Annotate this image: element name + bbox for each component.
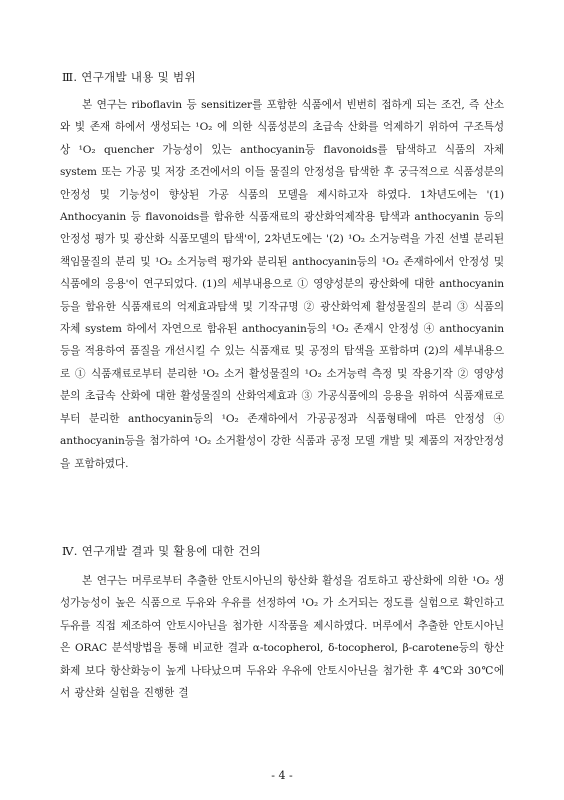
page-number: - 4 -	[271, 769, 293, 782]
paragraph-text: 본 연구는 riboflavin 등 sensitizer를 포함한 식품에서 빈번히 접하게 되는 조건, 즉 산소와 빛 존재 하에서 생성되는 ¹O₂ 에 의한 식품성분의 초급속 산화를 억제하기 위하여 구조특성상 ¹O₂ quencher 가능성이 있는 anthocyanin등 flavonoids를 탐색하고 식품의 자체 system 또는 가공 및 저장 조건에서의 이들 물질의 안정성을 탐색한 후 궁극적으로 식품성분의 안정성 및 기능성이 향상된 가공 식품의 모델을 제시하고자 하였다. 1차년도에는 '(1) Anthocyanin 등 flavonoids를 함유한 식품재료의 광산화억제작용 탐색과 anthocyanin 등의 안정성 평가 및 광산화 식품모델의 탐색'이, 2차년도에는 '(2) ¹O₂ 소거능력을 가진 선별 분리된 책임물질의 분리 및 ¹O₂ 소거능력 평가와 분리된 anthocyanin등의 ¹O₂ 존재하에서 안정성 및 식품에의 응용'이 연구되었다. (1)의 세부내용으로 ① 영양성분의 광산화에 대한 anthocyanin등을 함유한 식품재료의 억제효과탐색 및 기작규명 ② 광산화억제 활성물질의 분리 ③ 식품의 자체 system 하에서 자연으로 함유된 anthocyanin등의 ¹O₂ 존재시 안정성 ④ anthocyanin등을 적용하여 품질을 개선시킬 수 있는 식품재료 및 공정의 탐색을 포함하며 (2)의 세부내용으로 ① 식품재료로부터 분리한 ¹O₂ 소거 활성물질의 ¹O₂ 소거능력 측정 및 작용기작 ② 영양성분의 초급속 산화에 대한 활성물질의 산화억제효과 ③ 가공식품에의 응용을 위하여 식품재료로부터 분리한 anthocyanin등의 ¹O₂ 존재하에서 가공공정과 식품형태에 따른 안정성 ④ anthocyanin등을 첨가하여 ¹O₂ 소거활성이 강한 식품과 공정 모델 개발 및 제품의 저장안정성을 포함하였다.	[60, 99, 504, 470]
section-heading: Ⅲ. 연구개발 내용 및 범위	[62, 70, 196, 84]
section-heading: Ⅳ. 연구개발 결과 및 활용에 대한 건의	[62, 544, 262, 558]
body-paragraph	[60, 570, 504, 704]
paragraph-text: 본 연구는 머루로부터 추출한 안토시아닌의 항산화 활성을 검토하고 광산화에 의한 ¹O₂ 생성가능성이 높은 식품으로 두유와 우유를 선정하여 ¹O₂ 가 소거되는 정도를 실험으로 확인하고 두유를 직접 제조하여 안토시아닌을 첨가한 시작품을 제시하였다. 머루에서 추출한 안토시아닌은 ORAC 분석방법을 통해 비교한 결과 α-tocopherol, δ-tocopherol, β-carotene등의 항산화제 보다 항산화능이 높게 나타났으며 두유와 우유에 안토시아닌을 첨가한 후 4℃와 30℃에서 광산화 실험을 진행한 결	[60, 575, 504, 700]
body-paragraph	[60, 94, 504, 475]
